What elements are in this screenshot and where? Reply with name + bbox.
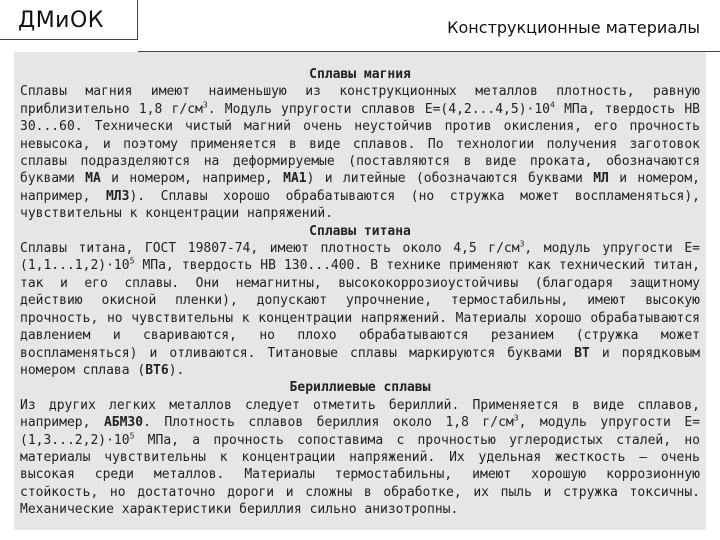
section-title-magnesium: Сплавы магния — [309, 67, 411, 82]
grade-vt: ВТ — [574, 345, 590, 361]
grade-ml: МЛ — [593, 171, 609, 187]
slide-title: Конструкционные материалы — [447, 18, 700, 37]
paragraph-titanium: Сплавы титана, ГОСТ 19807-74, имеют плотность около 4,5 $г/см^3$, модуль упругости $Е=(1,1...1,2)\cdot 10^5$ МПа, твердость НВ 130...400. В технике применяют как технический титан, так и его сплавы. Они немагнитны, высококоррозиоустойчивы (благодаря защитному действию окисной пленки), допускают упрочнение, термостабильны, имеют высокую прочность, но чувствительны к концентрации напряжений. Материалы хорошо обрабатываются давлением и свариваются, но плохо обрабатываются резанием (стружка может воспламеняться) и отливаются. Титановые сплавы маркируются буквами ВТ и порядковым номером сплава (ВТ6). — [20, 239, 701, 378]
section-title-titanium: Сплавы титана — [309, 223, 411, 239]
section-title-beryllium: Бериллиевые сплавы — [289, 380, 431, 396]
grade-vt6: ВТ6 — [145, 362, 169, 378]
header-right-box — [138, 0, 720, 52]
header-left-box — [0, 0, 138, 40]
paragraph-beryllium: Из других легких металлов следует отметить бериллий. Применяется в виде сплавов, например, АБМ30. Плотность сплавов бериллия около 1,8 $г/см^3$, модуль упругости $Е=(1,3...2,2)\cdot 10^5$ МПа, а прочность сопоставима с прочностью углеродистых сталей, но материалы чувствительны к концентрации напряжений. Их удельная жесткость – очень высокая среди металлов. Материалы термостабильны, имеют хорошую коррозионную стойкость, но достаточно дороги и сложны в обработке, их пыль и стружка токсичны. Механические характеристики бериллия сильно анизотропны. — [20, 397, 700, 518]
grade-ma1: МА1 — [283, 171, 307, 187]
grade-ml3: МЛ3 — [105, 188, 130, 204]
content-panel — [14, 52, 706, 530]
paragraph-magnesium: Сплавы магния имеют наименьшую из конструкционных металлов плотность, равную приблизительно 1,8 $г/см^3$. Модуль упругости сплавов $Е=(4,2...4,5)\cdot 10^4$ МПа, твердость НВ 30...60. Технически чистый магний очень неустойчив против окисления, его прочность невысока, и поэтому применяется в виде сплавов. По технологии получения заготовок сплавы подразделяются на деформируемые (поставляются в виде проката, обозначаются буквами МА и номером, например, МА1) и литейные (обозначаются буквами МЛ и номером, например, МЛ3). Сплавы хорошо обрабатываются (но стружка может воспламеняться), чувствительны к концентрации напряжений. — [20, 84, 701, 222]
grade-abm30: АБМ30 — [103, 415, 144, 431]
grade-ma: МА — [85, 171, 101, 187]
course-title: ДМиОК — [18, 8, 104, 33]
